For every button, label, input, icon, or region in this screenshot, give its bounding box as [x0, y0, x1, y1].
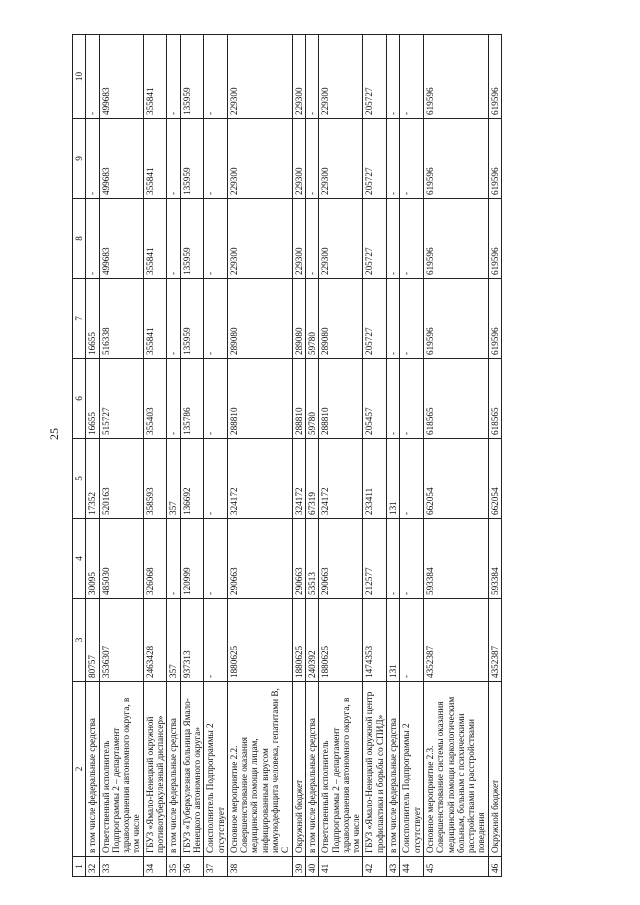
value-cell: -	[204, 119, 228, 199]
value-cell: 619596	[423, 199, 488, 279]
value-cell: 357	[167, 439, 180, 519]
table-row	[488, 35, 501, 877]
row-number: 45	[423, 857, 488, 877]
row-number: 40	[305, 857, 318, 877]
value-cell: 67319	[305, 439, 318, 519]
value-cell: -	[400, 359, 424, 439]
header-cell: 4	[73, 519, 86, 599]
value-cell: 516338	[99, 279, 143, 359]
value-cell: 290663	[319, 519, 363, 599]
value-cell: 499683	[99, 199, 143, 279]
table-row	[423, 35, 488, 877]
table-row	[400, 35, 424, 877]
value-cell: -	[305, 119, 318, 199]
value-cell: 2463428	[143, 599, 167, 682]
value-cell: 593384	[488, 519, 501, 599]
row-number: 37	[204, 857, 228, 877]
value-cell: -	[167, 119, 180, 199]
value-cell: 324172	[292, 439, 305, 519]
value-cell: -	[400, 35, 424, 119]
value-cell: -	[400, 279, 424, 359]
value-cell: 662054	[423, 439, 488, 519]
row-number: 42	[363, 857, 387, 877]
value-cell: 289080	[319, 279, 363, 359]
value-cell: 53513	[305, 519, 318, 599]
row-number: 36	[180, 857, 204, 877]
value-cell: -	[387, 199, 400, 279]
value-cell: 355841	[143, 119, 167, 199]
value-cell: 499683	[99, 35, 143, 119]
value-cell: -	[204, 439, 228, 519]
value-cell: -	[400, 439, 424, 519]
table-row	[319, 35, 363, 877]
value-cell: 355403	[143, 359, 167, 439]
value-cell: 240392	[305, 599, 318, 682]
value-cell: 593384	[423, 519, 488, 599]
value-cell: -	[204, 599, 228, 682]
row-number: 39	[292, 857, 305, 877]
value-cell: -	[387, 35, 400, 119]
value-cell: 135786	[180, 359, 204, 439]
value-cell: -	[204, 279, 228, 359]
header-cell: 9	[73, 119, 86, 199]
value-cell: 619596	[488, 35, 501, 119]
value-cell: 135959	[180, 35, 204, 119]
value-cell: 4352387	[488, 599, 501, 682]
page-number: 25	[47, 428, 61, 440]
header-cell: 8	[73, 199, 86, 279]
value-cell: 120999	[180, 519, 204, 599]
header-cell: 10	[73, 35, 86, 119]
row-number: 41	[319, 857, 363, 877]
value-cell: -	[204, 199, 228, 279]
value-cell: 131	[387, 599, 400, 682]
row-name: в том числе федеральные средства	[387, 682, 400, 857]
value-cell: -	[400, 519, 424, 599]
value-cell: 290663	[227, 519, 292, 599]
value-cell: 662054	[488, 439, 501, 519]
table-row	[143, 35, 167, 877]
value-cell: 937313	[180, 599, 204, 682]
value-cell: 355841	[143, 35, 167, 119]
value-cell: -	[305, 35, 318, 119]
table-row	[305, 35, 318, 877]
table-row	[227, 35, 292, 877]
value-cell: -	[400, 599, 424, 682]
value-cell: 1880625	[227, 599, 292, 682]
value-cell: 229300	[227, 199, 292, 279]
value-cell: 499683	[99, 119, 143, 199]
value-cell: 357	[167, 599, 180, 682]
value-cell: 229300	[319, 35, 363, 119]
row-number: 44	[400, 857, 424, 877]
table-row	[167, 35, 180, 877]
row-name: Ответственный исполнитель Подпрограммы 2 – департамент здравоохранения автономного округа, в том числе	[99, 682, 143, 857]
value-cell: 324172	[227, 439, 292, 519]
value-cell: -	[387, 279, 400, 359]
row-number: 33	[99, 857, 143, 877]
row-name: в том числе федеральные средства	[167, 682, 180, 857]
value-cell: 520163	[99, 439, 143, 519]
value-cell: 289080	[292, 279, 305, 359]
value-cell: -	[167, 279, 180, 359]
value-cell: 212577	[363, 519, 387, 599]
value-cell: 205727	[363, 279, 387, 359]
value-cell: 80757	[86, 599, 99, 682]
header-row	[73, 35, 86, 877]
value-cell: -	[305, 199, 318, 279]
value-cell: 17352	[86, 439, 99, 519]
value-cell: 355841	[143, 199, 167, 279]
value-cell: 358593	[143, 439, 167, 519]
budget-table	[72, 34, 502, 877]
value-cell: -	[387, 119, 400, 199]
row-number: 43	[387, 857, 400, 877]
value-cell: 131	[387, 439, 400, 519]
value-cell: 618565	[423, 359, 488, 439]
value-cell: 326068	[143, 519, 167, 599]
value-cell: -	[204, 359, 228, 439]
table-row	[363, 35, 387, 877]
rotated-table-wrapper	[72, 35, 502, 877]
table-row	[387, 35, 400, 877]
value-cell: 136692	[180, 439, 204, 519]
value-cell: 229300	[292, 35, 305, 119]
value-cell: 619596	[488, 279, 501, 359]
value-cell: 16655	[86, 279, 99, 359]
value-cell: 30095	[86, 519, 99, 599]
value-cell: 229300	[292, 199, 305, 279]
value-cell: 229300	[319, 199, 363, 279]
row-name: в том числе федеральные средства	[305, 682, 318, 857]
row-name: Окружной бюджет	[488, 682, 501, 857]
value-cell: 233411	[363, 439, 387, 519]
value-cell: -	[167, 519, 180, 599]
value-cell: -	[167, 359, 180, 439]
value-cell: 1474353	[363, 599, 387, 682]
header-cell: 3	[73, 599, 86, 682]
value-cell: 618565	[488, 359, 501, 439]
value-cell: -	[400, 199, 424, 279]
row-number: 38	[227, 857, 292, 877]
value-cell: 205457	[363, 359, 387, 439]
value-cell: 355841	[143, 279, 167, 359]
value-cell: -	[387, 359, 400, 439]
row-name: Соисполнитель Подпрограммы 2 отсутствует	[204, 682, 228, 857]
value-cell: -	[167, 199, 180, 279]
value-cell: 205727	[363, 199, 387, 279]
table-row	[86, 35, 99, 877]
row-number: 46	[488, 857, 501, 877]
value-cell: 324172	[319, 439, 363, 519]
row-name: Соисполнитель Подпрограммы 2 отсутствует	[400, 682, 424, 857]
header-cell: 6	[73, 359, 86, 439]
table-row	[204, 35, 228, 877]
value-cell: 229300	[319, 119, 363, 199]
row-name: в том числе федеральные средства	[86, 682, 99, 857]
value-cell: 515727	[99, 359, 143, 439]
value-cell: 1880625	[292, 599, 305, 682]
row-name: ГБУЗ «Туберкулезная больница Ямало-Ненецкого автономного округа»	[180, 682, 204, 857]
row-name: Основное мероприятие 2.2. Совершенствование оказания медицинской помощи лицам, инфицированным вирусом иммунодефицита человека, гепатитами B, C	[227, 682, 292, 857]
table-row	[99, 35, 143, 877]
value-cell: 1880625	[319, 599, 363, 682]
value-cell: 619596	[423, 35, 488, 119]
row-name: Ответственный исполнитель Подпрограммы 2 – департамент здравоохранения автономного округа, в том числе	[319, 682, 363, 857]
row-number: 34	[143, 857, 167, 877]
value-cell: -	[204, 519, 228, 599]
value-cell: 135959	[180, 199, 204, 279]
row-name: ГБУЗ «Ямало-Ненецкий окружной противотуберкулезный диспансер»	[143, 682, 167, 857]
value-cell: 205727	[363, 35, 387, 119]
value-cell: -	[400, 119, 424, 199]
table-row	[292, 35, 305, 877]
value-cell: 135959	[180, 119, 204, 199]
value-cell: 59780	[305, 359, 318, 439]
header-cell: 7	[73, 279, 86, 359]
row-name: ГБУЗ «Ямало-Ненецкий окружной центр профилактики и борьбы со СПИД»	[363, 682, 387, 857]
value-cell: 229300	[227, 35, 292, 119]
value-cell: 619596	[488, 199, 501, 279]
value-cell: 4352387	[423, 599, 488, 682]
value-cell: -	[167, 35, 180, 119]
header-cell: 2	[73, 682, 86, 857]
row-name: Основное мероприятие 2.3. Совершенствование системы оказания медицинской помощи наркологическим больным, больным с психическими расстройствами и расстройствами поведения	[423, 682, 488, 857]
value-cell: 288810	[319, 359, 363, 439]
header-cell: 1	[73, 857, 86, 877]
value-cell: 59780	[305, 279, 318, 359]
value-cell: -	[387, 519, 400, 599]
value-cell: 619596	[423, 279, 488, 359]
row-number: 35	[167, 857, 180, 877]
value-cell: 619596	[488, 119, 501, 199]
row-number: 32	[86, 857, 99, 877]
value-cell: 3536307	[99, 599, 143, 682]
value-cell: 16655	[86, 359, 99, 439]
value-cell: -	[86, 119, 99, 199]
header-cell: 5	[73, 439, 86, 519]
value-cell: 289080	[227, 279, 292, 359]
value-cell: 288810	[292, 359, 305, 439]
value-cell: -	[204, 35, 228, 119]
value-cell: 288810	[227, 359, 292, 439]
value-cell: -	[86, 35, 99, 119]
value-cell: 229300	[292, 119, 305, 199]
value-cell: 229300	[227, 119, 292, 199]
value-cell: 205727	[363, 119, 387, 199]
value-cell: 619596	[423, 119, 488, 199]
table-row	[180, 35, 204, 877]
value-cell: 485030	[99, 519, 143, 599]
value-cell: 135959	[180, 279, 204, 359]
value-cell: -	[86, 199, 99, 279]
value-cell: 290663	[292, 519, 305, 599]
row-name: Окружной бюджет	[292, 682, 305, 857]
